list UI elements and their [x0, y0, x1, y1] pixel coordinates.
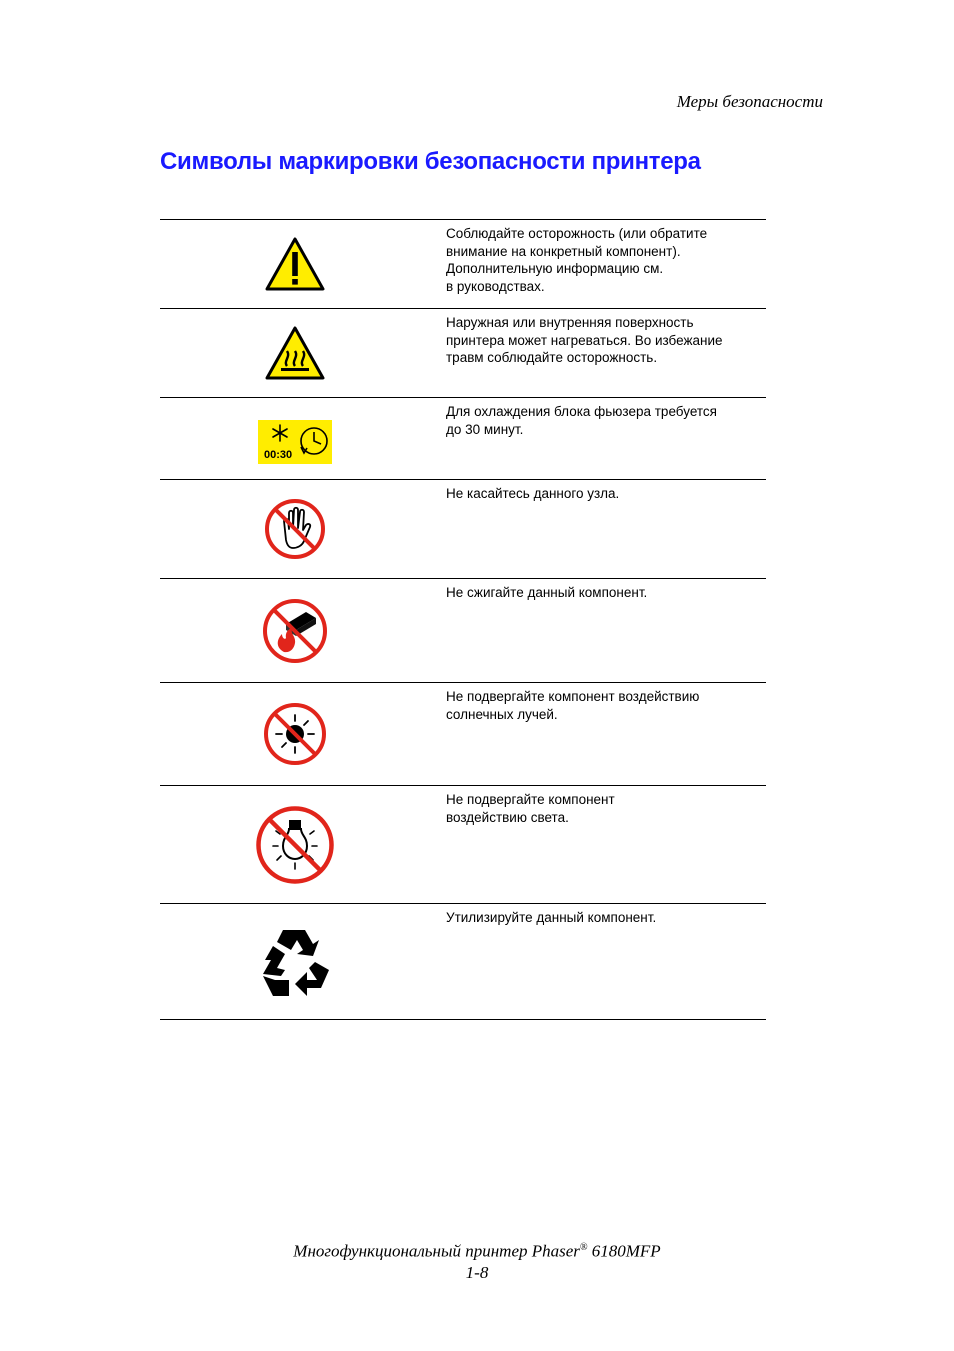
page-footer: [0, 1237, 954, 1283]
symbol-description: Не подвергайте компонент воздействию света.: [446, 792, 615, 825]
symbol-row-no-light: [160, 786, 766, 904]
symbol-row-cooldown: [160, 398, 766, 480]
recycle-icon: [255, 924, 335, 1004]
page-title: Символы маркировки безопасности принтера: [160, 148, 701, 175]
symbol-row-no-burn: [160, 579, 766, 683]
symbol-description: Для охлаждения блока фьюзера требуется до 30 минут.: [446, 404, 717, 437]
symbols-table: [160, 219, 766, 1020]
cooldown-timer-icon: [258, 420, 332, 464]
warning-triangle-icon: [265, 237, 325, 291]
no-light-icon: [255, 805, 335, 885]
no-sunlight-icon: [263, 702, 327, 766]
running-header: Меры безопасности: [676, 92, 823, 111]
symbol-row-caution: [160, 220, 766, 309]
symbol-row-recycle: [160, 904, 766, 1020]
hot-surface-icon: [265, 326, 325, 380]
symbol-description: Не подвергайте компонент воздействию солнечных лучей.: [446, 689, 700, 722]
cooldown-time-label: 00:30: [264, 449, 293, 461]
symbol-row-no-sunlight: [160, 683, 766, 786]
symbol-description: Не касайтесь данного узла.: [446, 486, 620, 501]
symbol-row-hot-surface: [160, 309, 766, 398]
symbol-description: Утилизируйте данный компонент.: [446, 910, 657, 925]
no-burn-icon: [262, 598, 328, 664]
symbol-description: Не сжигайте данный компонент.: [446, 585, 648, 600]
symbol-description: Соблюдайте осторожность (или обратите внимание на конкретный компонент). Дополнительную информацию см. в руководствах.: [446, 226, 708, 294]
page-number: 1-8: [465, 1262, 489, 1282]
symbol-row-no-touch: [160, 480, 766, 579]
no-touch-icon: [264, 498, 326, 560]
product-name: Многофункциональный принтер Phaser® 6180MFP: [293, 1241, 661, 1261]
symbol-description: Наружная или внутренняя поверхность принтера может нагреваться. Во избежание травм соблюдайте осторожность.: [446, 315, 723, 365]
